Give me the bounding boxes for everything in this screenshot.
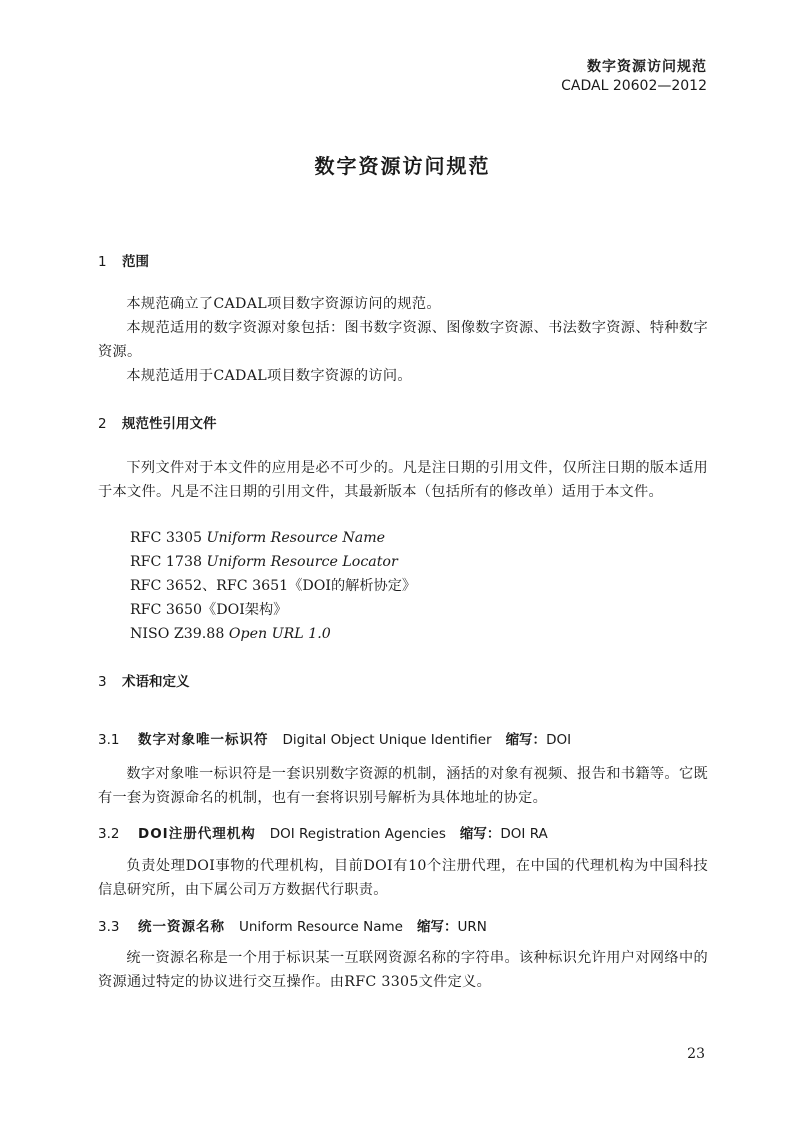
term-heading [98, 822, 548, 842]
reference-item [130, 574, 416, 598]
paragraph: 数字对象唯一标识符是一套识别数字资源的机制，涵括的对象有视频、报告和书籍等。它既有一套为资源命名的机制，也有一套将识别号解析为具体地址的协定。 [98, 766, 708, 806]
term-abbreviation: 缩写：DOI RA [459, 826, 548, 842]
reference-id: RFC 1738 [130, 554, 202, 570]
reference-item [130, 550, 398, 574]
section-1-heading [98, 250, 149, 270]
reference-name: Open URL 1.0 [228, 626, 331, 642]
reference-id: RFC 3650 [130, 602, 202, 618]
term-definition [98, 946, 708, 994]
reference-name: Uniform Resource Locator [206, 554, 398, 570]
term-heading [98, 915, 487, 935]
paragraph: 本规范确立了CADAL项目数字资源访问的规范。 [126, 296, 441, 312]
section-3-heading [98, 670, 190, 690]
section-1-body [98, 292, 708, 388]
reference-item [130, 598, 287, 622]
reference-item [130, 622, 331, 646]
paragraph: 统一资源名称是一个用于标识某一互联网资源名称的字符串。该种标识允许用户对网络中的资源通过特定的协议进行交互操作。由RFC 3305文件定义。 [98, 950, 708, 990]
section-number: 1 [98, 254, 107, 270]
reference-item [130, 526, 385, 550]
section-title: 规范性引用文件 [122, 416, 217, 432]
section-number: 3 [98, 674, 107, 690]
paragraph: 负责处理DOI事物的代理机构，目前DOI有10个注册代理，在中国的代理机构为中国科技信息研究所，由下属公司万方数据代行职责。 [98, 858, 708, 898]
reference-id: RFC 3305 [130, 530, 202, 546]
term-number: 3.2 [98, 826, 120, 842]
term-chinese: 数字对象唯一标识符 [138, 732, 269, 748]
term-number: 3.1 [98, 732, 120, 748]
section-2-intro [98, 456, 708, 504]
page-number: 23 [687, 1046, 705, 1062]
section-title: 范围 [122, 254, 149, 270]
paragraph: 下列文件对于本文件的应用是必不可少的。凡是注日期的引用文件，仅所注日期的版本适用于本文件。凡是不注日期的引用文件，其最新版本（包括所有的修改单）适用于本文件。 [98, 460, 708, 500]
reference-id: RFC 3652、RFC 3651 [130, 578, 289, 594]
term-abbreviation: 缩写：DOI [505, 732, 572, 748]
term-heading [98, 728, 571, 748]
term-definition [98, 762, 708, 810]
running-header-code: CADAL 20602—2012 [561, 78, 707, 94]
reference-name: 《DOI架构》 [202, 602, 288, 618]
section-number: 2 [98, 416, 107, 432]
document-title: 数字资源访问规范 [314, 154, 491, 178]
paragraph: 本规范适用的数字资源对象包括：图书数字资源、图像数字资源、书法数字资源、特种数字资源。 [98, 320, 708, 360]
term-number: 3.3 [98, 919, 120, 935]
paragraph: 本规范适用于CADAL项目数字资源的访问。 [126, 368, 412, 384]
running-header-title: 数字资源访问规范 [587, 59, 707, 75]
term-english: DOI Registration Agencies [269, 826, 446, 842]
section-2-heading [98, 412, 217, 432]
term-definition [98, 854, 708, 902]
section-title: 术语和定义 [122, 674, 190, 690]
term-chinese: DOI注册代理机构 [138, 826, 256, 842]
term-english: Digital Object Unique Identifier [282, 732, 492, 748]
reference-id: NISO Z39.88 [130, 626, 225, 642]
reference-name: 《DOI的解析协定》 [288, 578, 417, 594]
term-chinese: 统一资源名称 [138, 919, 225, 935]
term-abbreviation: 缩写：URN [416, 919, 487, 935]
reference-name: Uniform Resource Name [206, 530, 386, 546]
term-english: Uniform Resource Name [239, 919, 403, 935]
